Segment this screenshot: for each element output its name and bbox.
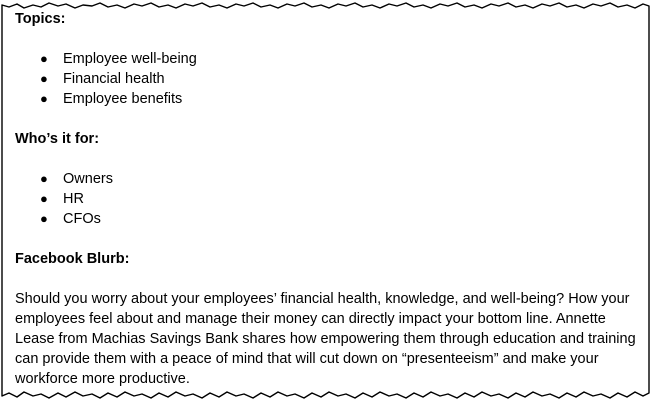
audience-heading: Who’s it for:: [15, 131, 100, 147]
spacer: [15, 229, 645, 249]
topic-item-label: Employee benefits: [63, 91, 183, 107]
bullet-icon: ●: [40, 211, 48, 226]
bullet-icon: ●: [40, 91, 48, 106]
bullet-icon: ●: [40, 51, 48, 66]
blurb-paragraph: Should you worry about your employees’ financial health, knowledge, and well-being? How your employees feel about and manage their money can directly impact your bottom line. Annette Lease from Machias Savings Bank shares how empowering them through education and training can provide them with a peace of mind that will cut down on “presenteeism” and make your workforce more productive.: [15, 291, 636, 387]
topic-item-label: Employee well-being: [63, 51, 197, 67]
list-item: [15, 49, 645, 69]
document-body: [15, 9, 645, 389]
bullet-icon: ●: [40, 191, 48, 206]
bullet-icon: ●: [40, 171, 48, 186]
audience-item-label: Owners: [63, 171, 113, 187]
topics-list: [15, 49, 645, 109]
list-item: [15, 169, 645, 189]
blurb-heading: Facebook Blurb:: [15, 251, 130, 267]
audience-item-label: CFOs: [63, 211, 101, 227]
bullet-icon: ●: [40, 71, 48, 86]
audience-list: [15, 169, 645, 229]
spacer: [15, 109, 645, 129]
list-item: [15, 189, 645, 209]
spacer: [15, 29, 645, 49]
list-item: [15, 69, 645, 89]
spacer: [15, 269, 645, 289]
audience-item-label: HR: [63, 191, 84, 207]
list-item: [15, 89, 645, 109]
spacer: [15, 149, 645, 169]
topics-heading: Topics:: [15, 11, 66, 27]
list-item: [15, 209, 645, 229]
topic-item-label: Financial health: [63, 71, 165, 87]
